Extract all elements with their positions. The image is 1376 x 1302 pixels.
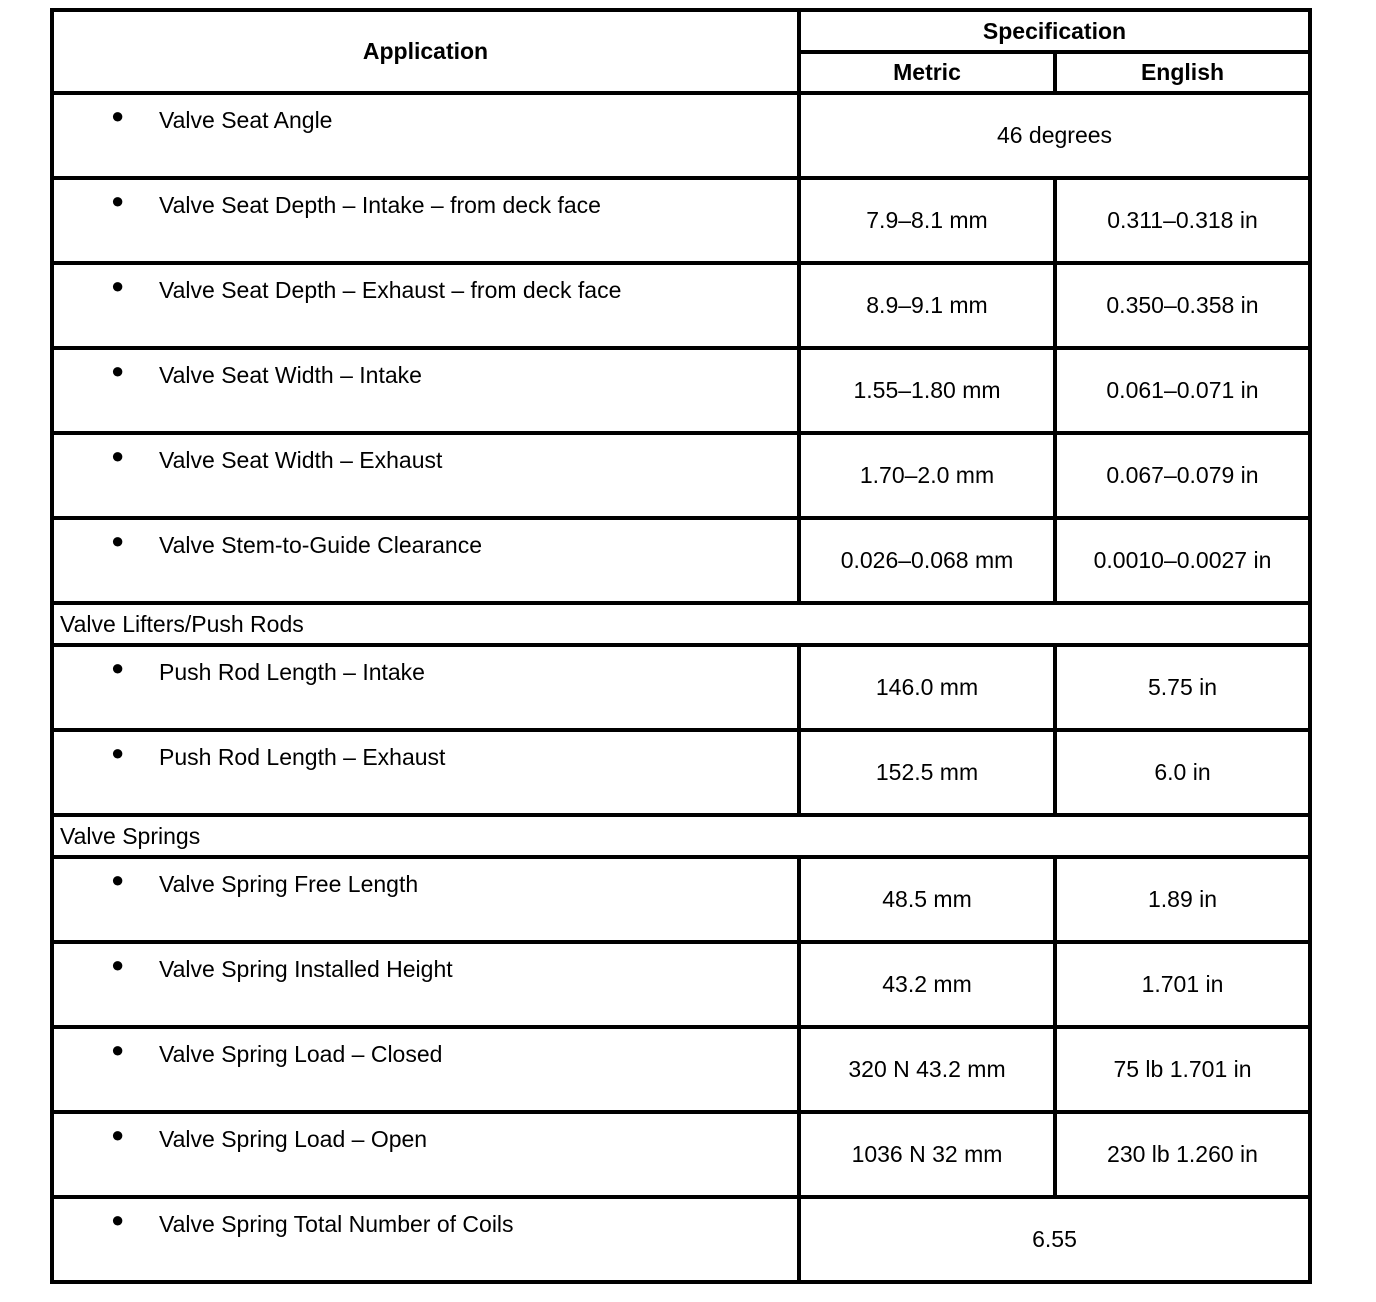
english-value: 1.89 in	[1055, 857, 1310, 942]
header-application: Application	[52, 10, 799, 93]
english-value: 230 lb 1.260 in	[1055, 1112, 1310, 1197]
bullet-icon: ●	[111, 952, 125, 977]
metric-value: 320 N 43.2 mm	[799, 1027, 1055, 1112]
metric-value: 1.70–2.0 mm	[799, 433, 1055, 518]
table-row	[52, 348, 1310, 433]
english-value: 0.350–0.358 in	[1055, 263, 1310, 348]
table-row	[52, 942, 1310, 1027]
application-text: Valve Seat Depth – Exhaust – from deck face	[159, 277, 622, 303]
bullet-icon: ●	[111, 358, 125, 383]
application-text: Push Rod Length – Exhaust	[159, 744, 446, 770]
metric-value: 152.5 mm	[799, 730, 1055, 815]
bullet-icon: ●	[111, 188, 125, 213]
specification-value: 6.55	[799, 1197, 1310, 1282]
bullet-icon: ●	[111, 867, 125, 892]
table-row	[52, 433, 1310, 518]
application-cell	[52, 518, 799, 603]
table-row	[52, 178, 1310, 263]
bullet-icon: ●	[111, 1037, 125, 1062]
header-english: English	[1055, 52, 1310, 93]
application-cell	[52, 1027, 799, 1112]
bullet-icon: ●	[111, 655, 125, 680]
metric-value: 43.2 mm	[799, 942, 1055, 1027]
metric-value: 1036 N 32 mm	[799, 1112, 1055, 1197]
application-cell	[52, 942, 799, 1027]
application-text: Valve Spring Installed Height	[159, 956, 453, 982]
application-text: Valve Spring Total Number of Coils	[159, 1211, 514, 1237]
application-text: Valve Spring Load – Open	[159, 1126, 428, 1152]
table-header	[52, 10, 1310, 93]
application-cell	[52, 348, 799, 433]
application-cell	[52, 263, 799, 348]
metric-value: 8.9–9.1 mm	[799, 263, 1055, 348]
metric-value: 0.026–0.068 mm	[799, 518, 1055, 603]
english-value: 6.0 in	[1055, 730, 1310, 815]
table-row	[52, 1027, 1310, 1112]
bullet-icon: ●	[111, 273, 125, 298]
bullet-icon: ●	[111, 528, 125, 553]
table-row	[52, 518, 1310, 603]
specification-value: 46 degrees	[799, 93, 1310, 178]
table-row	[52, 730, 1310, 815]
table-row	[52, 93, 1310, 178]
bullet-icon: ●	[111, 443, 125, 468]
application-cell	[52, 730, 799, 815]
table-row	[52, 1112, 1310, 1197]
section-label: Valve Springs	[52, 815, 1310, 857]
bullet-icon: ●	[111, 1122, 125, 1147]
metric-value: 146.0 mm	[799, 645, 1055, 730]
table-row	[52, 857, 1310, 942]
application-cell	[52, 645, 799, 730]
bullet-icon: ●	[111, 103, 125, 128]
application-text: Valve Seat Width – Intake	[159, 362, 422, 388]
application-cell	[52, 93, 799, 178]
application-cell	[52, 178, 799, 263]
english-value: 0.067–0.079 in	[1055, 433, 1310, 518]
bullet-icon: ●	[111, 1207, 125, 1232]
application-cell	[52, 433, 799, 518]
table-body	[52, 93, 1310, 1282]
english-value: 75 lb 1.701 in	[1055, 1027, 1310, 1112]
application-cell	[52, 1112, 799, 1197]
application-text: Valve Spring Load – Closed	[159, 1041, 443, 1067]
application-text: Valve Seat Width – Exhaust	[159, 447, 443, 473]
application-text: Push Rod Length – Intake	[159, 659, 425, 685]
application-cell	[52, 857, 799, 942]
bullet-icon: ●	[111, 740, 125, 765]
english-value: 0.061–0.071 in	[1055, 348, 1310, 433]
table-row	[52, 645, 1310, 730]
application-cell	[52, 1197, 799, 1282]
english-value: 1.701 in	[1055, 942, 1310, 1027]
table-row	[52, 263, 1310, 348]
application-text: Valve Stem-to-Guide Clearance	[159, 532, 482, 558]
table-row	[52, 1197, 1310, 1282]
application-text: Valve Spring Free Length	[159, 871, 419, 897]
application-text: Valve Seat Angle	[159, 107, 333, 133]
english-value: 0.311–0.318 in	[1055, 178, 1310, 263]
metric-value: 7.9–8.1 mm	[799, 178, 1055, 263]
application-text: Valve Seat Depth – Intake – from deck face	[159, 192, 601, 218]
metric-value: 1.55–1.80 mm	[799, 348, 1055, 433]
english-value: 5.75 in	[1055, 645, 1310, 730]
specification-table	[50, 8, 1312, 1284]
english-value: 0.0010–0.0027 in	[1055, 518, 1310, 603]
metric-value: 48.5 mm	[799, 857, 1055, 942]
header-specification: Specification	[799, 10, 1310, 52]
header-metric: Metric	[799, 52, 1055, 93]
section-label: Valve Lifters/Push Rods	[52, 603, 1310, 645]
